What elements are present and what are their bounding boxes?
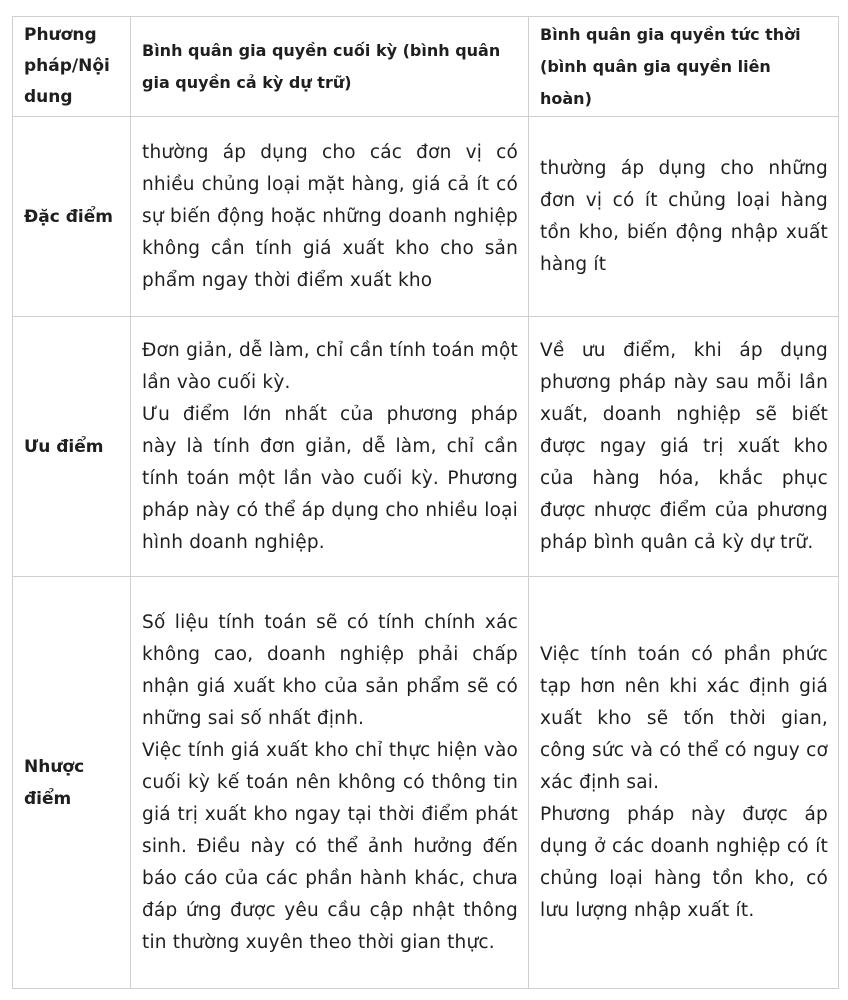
header-method: Phương pháp/Nội dung bbox=[13, 17, 131, 117]
row-advantages bbox=[13, 317, 839, 577]
cell-paragraph: Phương pháp này được áp dụng ở các doanh nghiệp có ít chủng loại hàng tồn kho, có lưu lượng nhập xuất ít. bbox=[540, 803, 828, 921]
cell-paragraph: thường áp dụng cho những đơn vị có ít chủng loại hàng tồn kho, biến động nhập xuất hàng ít bbox=[540, 157, 828, 275]
cell-paragraph: Ưu điểm lớn nhất của phương pháp này là tính đơn giản, dễ làm, chỉ cần tính toán một lần vào cuối kỳ. Phương pháp này có thể áp dụng cho nhiều loại hình doanh nghiệp. bbox=[142, 403, 518, 553]
advantages-instant-cell bbox=[529, 317, 839, 577]
cell-paragraph: thường áp dụng cho các đơn vị có nhiều chủng loại mặt hàng, giá cả ít có sự biến động hoặc những doanh nghiệp không cần tính giá xuất kho cho sản phẩm ngay thời điểm xuất kho bbox=[142, 141, 518, 291]
disadvantages-end-period-cell bbox=[131, 577, 529, 989]
cell-paragraph: Số liệu tính toán sẽ có tính chính xác không cao, doanh nghiệp phải chấp nhận giá xuất kho của sản phẩm sẽ có những sai số nhất định. bbox=[142, 611, 518, 729]
cell-paragraph: Đơn giản, dễ làm, chỉ cần tính toán một lần vào cuối kỳ. bbox=[142, 339, 518, 393]
row-label-characteristics: Đặc điểm bbox=[13, 117, 131, 317]
header-weighted-average-end-period: Bình quân gia quyền cuối kỳ (bình quân gia quyền cả kỳ dự trữ) bbox=[131, 17, 529, 117]
header-weighted-average-instant: Bình quân gia quyền tức thời (bình quân gia quyền liên hoàn) bbox=[529, 17, 839, 117]
comparison-table bbox=[12, 16, 839, 989]
row-disadvantages bbox=[13, 577, 839, 989]
row-label-disadvantages: Nhược điểm bbox=[13, 577, 131, 989]
row-characteristics bbox=[13, 117, 839, 317]
cell-paragraph: Việc tính toán có phần phức tạp hơn nên khi xác định giá xuất kho sẽ tốn thời gian, công sức và có thể có nguy cơ xác định sai. bbox=[540, 643, 828, 793]
row-label-advantages: Ưu điểm bbox=[13, 317, 131, 577]
disadvantages-instant-cell bbox=[529, 577, 839, 989]
cell-paragraph: Về ưu điểm, khi áp dụng phương pháp này sau mỗi lần xuất, doanh nghiệp sẽ biết được ngay giá trị xuất kho của hàng hóa, khắc phục được nhược điểm của phương pháp bình quân cả kỳ dự trữ. bbox=[540, 339, 828, 553]
header-row bbox=[13, 17, 839, 117]
advantages-end-period-cell bbox=[131, 317, 529, 577]
cell-paragraph: Việc tính giá xuất kho chỉ thực hiện vào cuối kỳ kế toán nên không có thông tin giá trị xuất kho ngay tại thời điểm phát sinh. Điều này có thể ảnh hưởng đến báo cáo của các phần hành khác, chưa đáp ứng được yêu cầu cập nhật thông tin thường xuyên theo thời gian thực. bbox=[142, 739, 518, 953]
characteristics-instant-cell bbox=[529, 117, 839, 317]
characteristics-end-period-cell bbox=[131, 117, 529, 317]
